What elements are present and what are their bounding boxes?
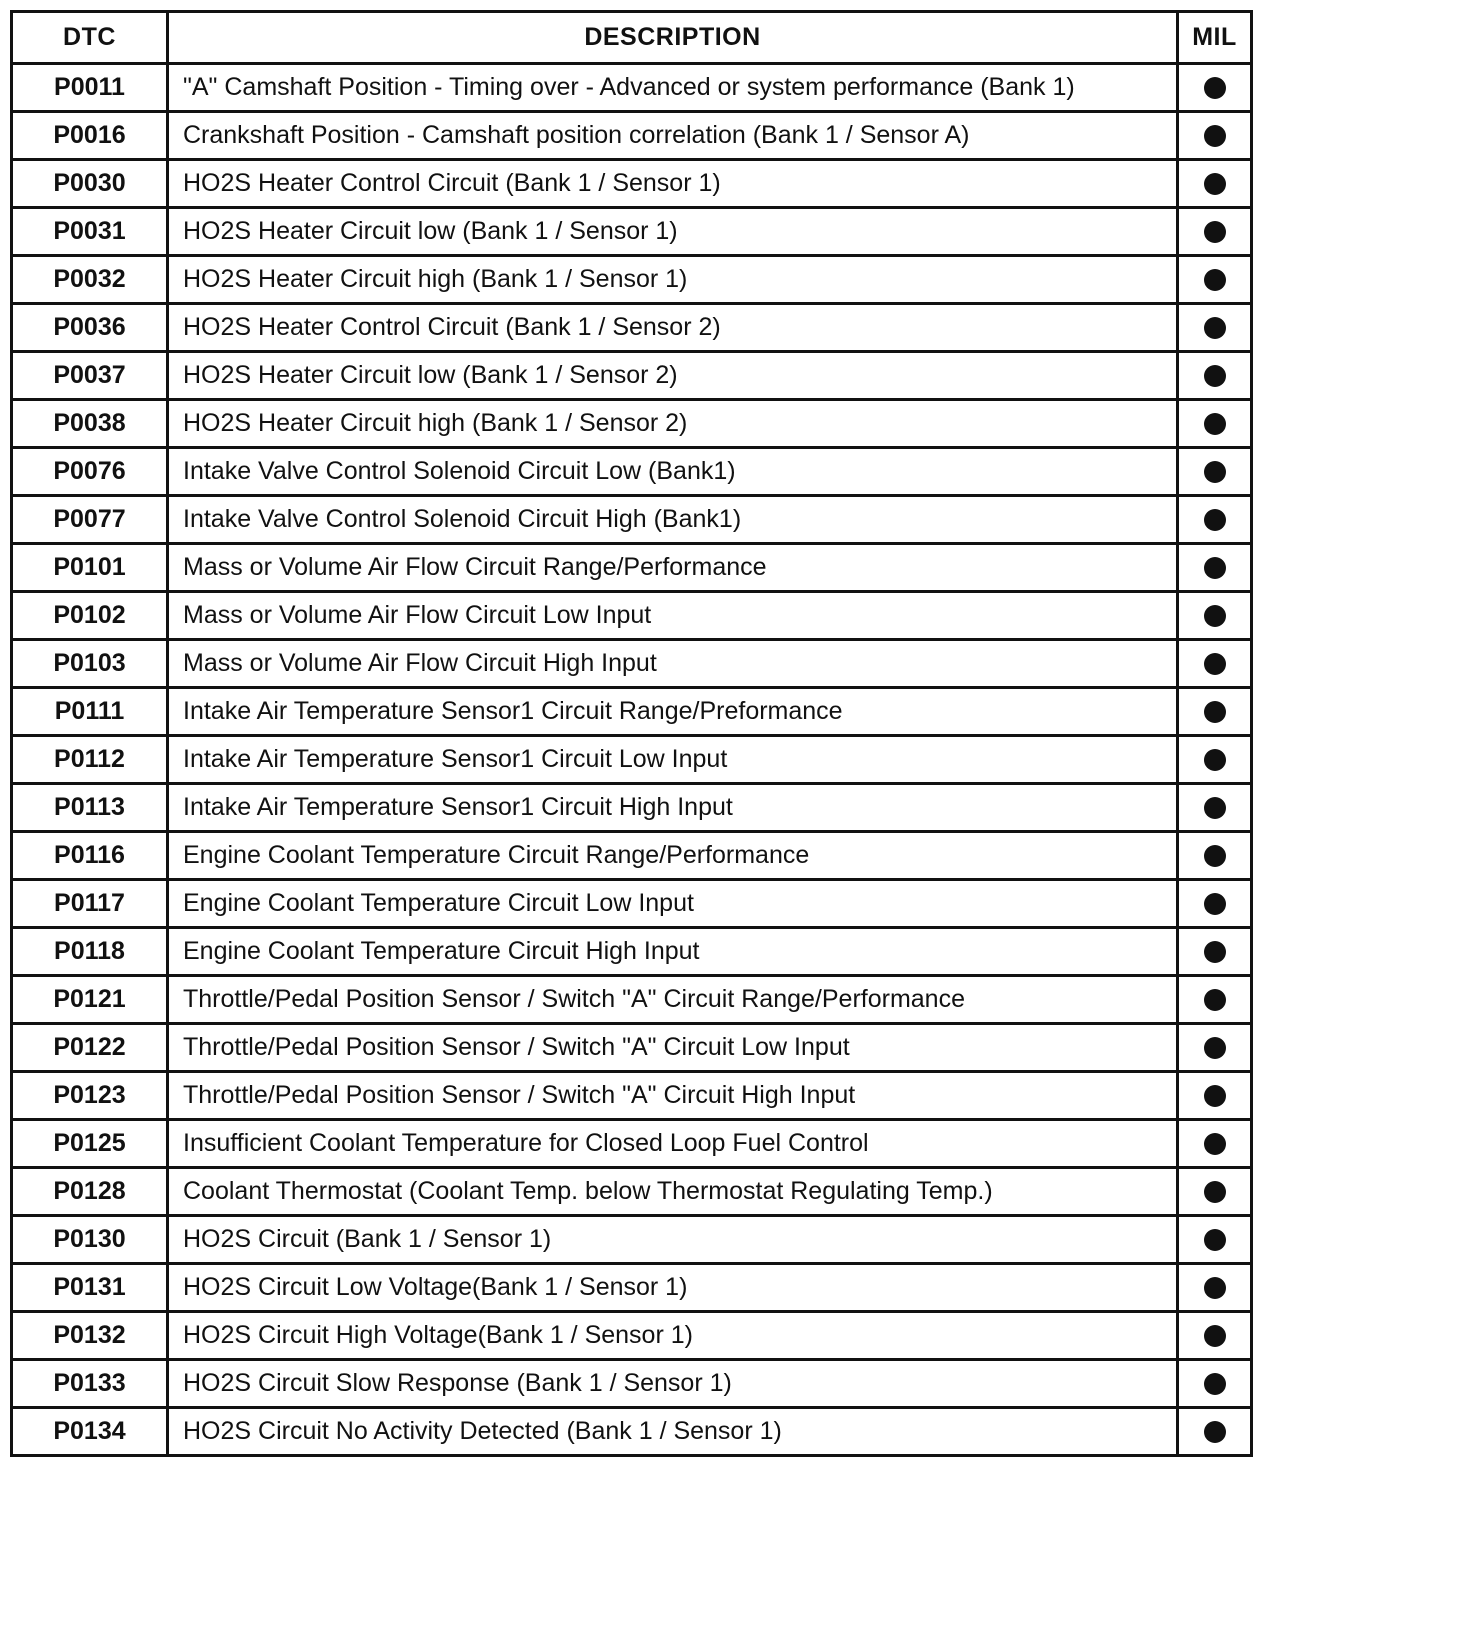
dtc-description: HO2S Circuit Low Voltage(Bank 1 / Sensor 1) [168, 1264, 1178, 1312]
filled-circle-icon [1204, 1229, 1226, 1251]
table-row [12, 208, 1252, 256]
dtc-code: P0123 [12, 1072, 168, 1120]
table-row [12, 496, 1252, 544]
dtc-code: P0121 [12, 976, 168, 1024]
filled-circle-icon [1204, 1277, 1226, 1299]
dtc-code: P0077 [12, 496, 168, 544]
filled-circle-icon [1204, 1421, 1226, 1443]
table-row [12, 688, 1252, 736]
dtc-description: Crankshaft Position - Camshaft position correlation (Bank 1 / Sensor A) [168, 112, 1178, 160]
mil-cell [1178, 784, 1252, 832]
dtc-description: HO2S Heater Control Circuit (Bank 1 / Sensor 2) [168, 304, 1178, 352]
table-row [12, 544, 1252, 592]
table-row [12, 736, 1252, 784]
dtc-description: Coolant Thermostat (Coolant Temp. below Thermostat Regulating Temp.) [168, 1168, 1178, 1216]
mil-cell [1178, 496, 1252, 544]
header-row [12, 12, 1252, 64]
table-body [12, 64, 1252, 1456]
header-dtc: DTC [12, 12, 168, 64]
table-row [12, 880, 1252, 928]
dtc-description: Intake Air Temperature Sensor1 Circuit High Input [168, 784, 1178, 832]
dtc-description: HO2S Circuit No Activity Detected (Bank 1 / Sensor 1) [168, 1408, 1178, 1456]
filled-circle-icon [1204, 413, 1226, 435]
dtc-code: P0030 [12, 160, 168, 208]
mil-cell [1178, 256, 1252, 304]
mil-cell [1178, 1216, 1252, 1264]
filled-circle-icon [1204, 221, 1226, 243]
dtc-document [10, 10, 1250, 1457]
filled-circle-icon [1204, 557, 1226, 579]
dtc-code: P0131 [12, 1264, 168, 1312]
mil-cell [1178, 1072, 1252, 1120]
filled-circle-icon [1204, 461, 1226, 483]
filled-circle-icon [1204, 797, 1226, 819]
table-row [12, 1216, 1252, 1264]
filled-circle-icon [1204, 1373, 1226, 1395]
filled-circle-icon [1204, 1181, 1226, 1203]
dtc-description: Intake Valve Control Solenoid Circuit High (Bank1) [168, 496, 1178, 544]
filled-circle-icon [1204, 1037, 1226, 1059]
mil-cell [1178, 688, 1252, 736]
dtc-description: Engine Coolant Temperature Circuit Low Input [168, 880, 1178, 928]
dtc-code: P0011 [12, 64, 168, 112]
table-row [12, 1072, 1252, 1120]
filled-circle-icon [1204, 1133, 1226, 1155]
mil-cell [1178, 1312, 1252, 1360]
mil-cell [1178, 112, 1252, 160]
dtc-description: Engine Coolant Temperature Circuit Range/Performance [168, 832, 1178, 880]
mil-cell [1178, 976, 1252, 1024]
mil-cell [1178, 1168, 1252, 1216]
table-row [12, 256, 1252, 304]
dtc-description: Throttle/Pedal Position Sensor / Switch "A" Circuit High Input [168, 1072, 1178, 1120]
table-row [12, 448, 1252, 496]
filled-circle-icon [1204, 653, 1226, 675]
dtc-code: P0016 [12, 112, 168, 160]
table-row [12, 400, 1252, 448]
mil-cell [1178, 1024, 1252, 1072]
dtc-code: P0031 [12, 208, 168, 256]
dtc-description: HO2S Circuit High Voltage(Bank 1 / Sensor 1) [168, 1312, 1178, 1360]
header-mil: MIL [1178, 12, 1252, 64]
dtc-code: P0113 [12, 784, 168, 832]
dtc-code: P0122 [12, 1024, 168, 1072]
filled-circle-icon [1204, 77, 1226, 99]
mil-cell [1178, 448, 1252, 496]
dtc-description: HO2S Heater Control Circuit (Bank 1 / Sensor 1) [168, 160, 1178, 208]
filled-circle-icon [1204, 317, 1226, 339]
filled-circle-icon [1204, 893, 1226, 915]
dtc-code: P0038 [12, 400, 168, 448]
dtc-description: Throttle/Pedal Position Sensor / Switch "A" Circuit Low Input [168, 1024, 1178, 1072]
table-row [12, 1264, 1252, 1312]
dtc-description: Throttle/Pedal Position Sensor / Switch "A" Circuit Range/Performance [168, 976, 1178, 1024]
mil-cell [1178, 1408, 1252, 1456]
mil-cell [1178, 832, 1252, 880]
dtc-table [10, 10, 1253, 1457]
mil-cell [1178, 928, 1252, 976]
table-row [12, 1168, 1252, 1216]
dtc-code: P0116 [12, 832, 168, 880]
table-row [12, 112, 1252, 160]
filled-circle-icon [1204, 989, 1226, 1011]
mil-cell [1178, 880, 1252, 928]
dtc-code: P0132 [12, 1312, 168, 1360]
filled-circle-icon [1204, 173, 1226, 195]
dtc-description: HO2S Heater Circuit high (Bank 1 / Sensor 2) [168, 400, 1178, 448]
dtc-description: Mass or Volume Air Flow Circuit High Input [168, 640, 1178, 688]
table-row [12, 640, 1252, 688]
dtc-code: P0076 [12, 448, 168, 496]
table-row [12, 1312, 1252, 1360]
dtc-description: Mass or Volume Air Flow Circuit Range/Performance [168, 544, 1178, 592]
filled-circle-icon [1204, 845, 1226, 867]
mil-cell [1178, 1360, 1252, 1408]
dtc-code: P0128 [12, 1168, 168, 1216]
dtc-code: P0101 [12, 544, 168, 592]
dtc-code: P0037 [12, 352, 168, 400]
dtc-description: Engine Coolant Temperature Circuit High Input [168, 928, 1178, 976]
dtc-description: HO2S Heater Circuit high (Bank 1 / Sensor 1) [168, 256, 1178, 304]
dtc-description: Intake Air Temperature Sensor1 Circuit Range/Preformance [168, 688, 1178, 736]
table-row [12, 784, 1252, 832]
table-row [12, 1120, 1252, 1168]
dtc-description: Intake Air Temperature Sensor1 Circuit Low Input [168, 736, 1178, 784]
mil-cell [1178, 1120, 1252, 1168]
filled-circle-icon [1204, 269, 1226, 291]
filled-circle-icon [1204, 365, 1226, 387]
filled-circle-icon [1204, 749, 1226, 771]
filled-circle-icon [1204, 509, 1226, 531]
filled-circle-icon [1204, 605, 1226, 627]
dtc-code: P0133 [12, 1360, 168, 1408]
dtc-code: P0130 [12, 1216, 168, 1264]
filled-circle-icon [1204, 125, 1226, 147]
dtc-description: Mass or Volume Air Flow Circuit Low Input [168, 592, 1178, 640]
mil-cell [1178, 400, 1252, 448]
mil-cell [1178, 736, 1252, 784]
filled-circle-icon [1204, 701, 1226, 723]
table-row [12, 352, 1252, 400]
mil-cell [1178, 640, 1252, 688]
dtc-description: Insufficient Coolant Temperature for Closed Loop Fuel Control [168, 1120, 1178, 1168]
mil-cell [1178, 352, 1252, 400]
dtc-description: Intake Valve Control Solenoid Circuit Low (Bank1) [168, 448, 1178, 496]
dtc-description: HO2S Circuit (Bank 1 / Sensor 1) [168, 1216, 1178, 1264]
mil-cell [1178, 304, 1252, 352]
dtc-code: P0103 [12, 640, 168, 688]
filled-circle-icon [1204, 941, 1226, 963]
mil-cell [1178, 1264, 1252, 1312]
table-row [12, 832, 1252, 880]
filled-circle-icon [1204, 1325, 1226, 1347]
dtc-code: P0032 [12, 256, 168, 304]
dtc-code: P0111 [12, 688, 168, 736]
table-row [12, 64, 1252, 112]
dtc-description: HO2S Circuit Slow Response (Bank 1 / Sensor 1) [168, 1360, 1178, 1408]
dtc-code: P0118 [12, 928, 168, 976]
table-row [12, 1024, 1252, 1072]
mil-cell [1178, 544, 1252, 592]
table-row [12, 304, 1252, 352]
table-row [12, 1408, 1252, 1456]
mil-cell [1178, 160, 1252, 208]
table-row [12, 976, 1252, 1024]
filled-circle-icon [1204, 1085, 1226, 1107]
table-row [12, 160, 1252, 208]
table-row [12, 928, 1252, 976]
dtc-code: P0134 [12, 1408, 168, 1456]
table-row [12, 1360, 1252, 1408]
mil-cell [1178, 64, 1252, 112]
header-description: DESCRIPTION [168, 12, 1178, 64]
table-row [12, 592, 1252, 640]
dtc-code: P0112 [12, 736, 168, 784]
dtc-code: P0102 [12, 592, 168, 640]
mil-cell [1178, 592, 1252, 640]
dtc-code: P0117 [12, 880, 168, 928]
dtc-code: P0125 [12, 1120, 168, 1168]
dtc-description: HO2S Heater Circuit low (Bank 1 / Sensor 2) [168, 352, 1178, 400]
mil-cell [1178, 208, 1252, 256]
dtc-description: "A" Camshaft Position - Timing over - Advanced or system performance (Bank 1) [168, 64, 1178, 112]
dtc-description: HO2S Heater Circuit low (Bank 1 / Sensor 1) [168, 208, 1178, 256]
dtc-code: P0036 [12, 304, 168, 352]
